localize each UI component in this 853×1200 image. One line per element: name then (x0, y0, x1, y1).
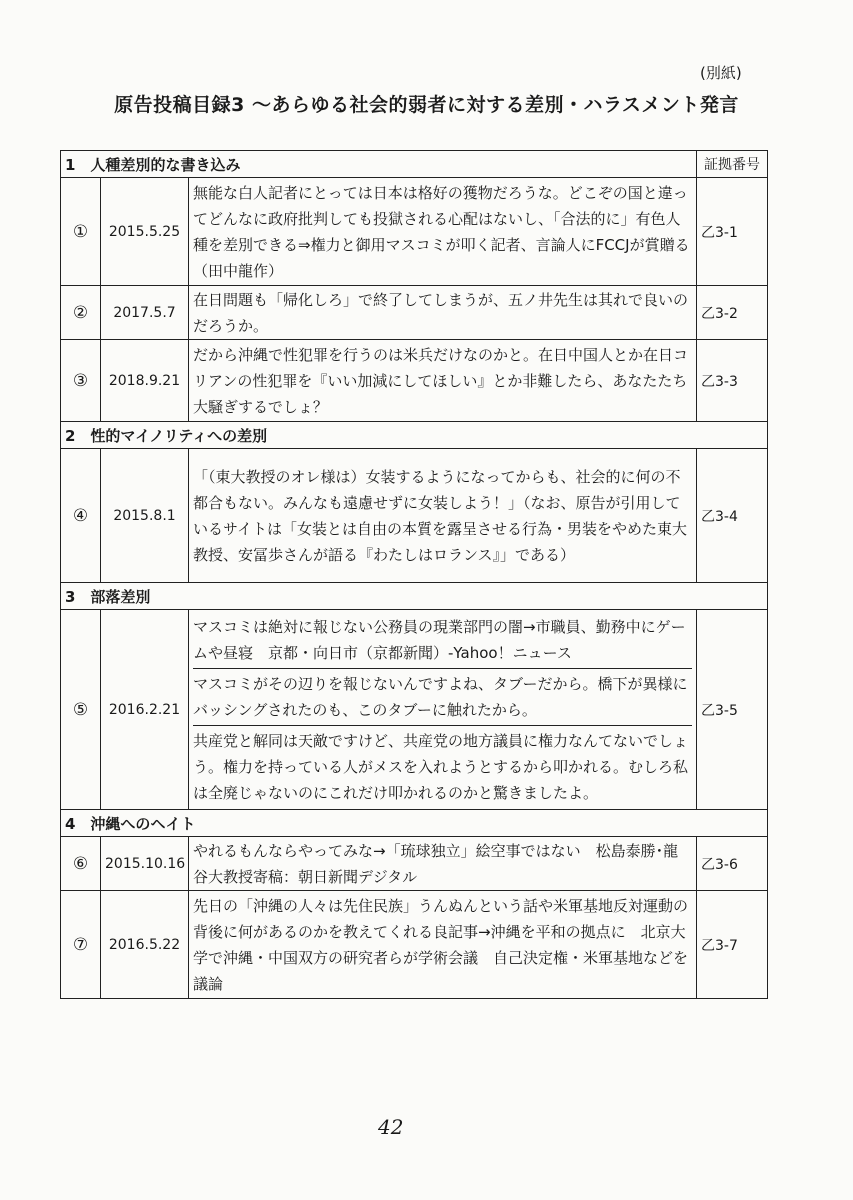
entry-date: 2018.9.21 (101, 340, 189, 422)
table-row (61, 610, 768, 810)
section-heading: 1 人種差別的な書き込み (61, 151, 697, 178)
section-heading: 3 部落差別 (61, 583, 768, 610)
entry-text: 「（東大教授のオレ様は）女装するようになってからも、社会的に何の不都合もない。みんなも遠慮せずに女装しよう！」（なお、原告が引用しているサイトは「女装とは自由の本質を露呈させる行為・男装をやめた東大教授、安冨歩さんが語る『わたしはロランス』」である） (189, 449, 697, 583)
table-row (61, 178, 768, 286)
entry-number: ⑤ (61, 610, 101, 810)
evidence-number-header: 証拠番号 (697, 151, 768, 178)
entry-number: ④ (61, 449, 101, 583)
entry-text: 在日問題も「帰化しろ」で終了してしまうが、五ノ井先生は其れで良いのだろうか。 (189, 286, 697, 340)
entry-text: やれるもんならやってみな→「琉球独立」絵空事ではない 松島泰勝･龍谷大教授寄稿：朝日新聞デジタル (189, 837, 697, 891)
entry-date: 2016.5.22 (101, 891, 189, 999)
entry-number: ① (61, 178, 101, 286)
evidence-number: 乙3-3 (697, 340, 768, 422)
entry-number: ② (61, 286, 101, 340)
entry-number: ⑥ (61, 837, 101, 891)
section-header (61, 151, 768, 178)
evidence-number: 乙3-2 (697, 286, 768, 340)
evidence-number: 乙3-5 (697, 610, 768, 810)
entry-number: ⑦ (61, 891, 101, 999)
table-row (61, 449, 768, 583)
entry-number: ③ (61, 340, 101, 422)
post-catalog-table (60, 150, 768, 999)
entry-text: 無能な白人記者にとっては日本は格好の獲物だろうな。どこぞの国と違ってどんなに政府批判しても投獄される心配はないし、「合法的に」有色人種を差別できる⇒権力と御用マスコミが叩く記者、言論人にFCCJが賞贈る（田中龍作） (189, 178, 697, 286)
evidence-number: 乙3-7 (697, 891, 768, 999)
entry-text: だから沖縄で性犯罪を行うのは米兵だけなのかと。在日中国人とか在日コリアンの性犯罪を『いい加減にしてほしい』とか非難したら、あなたたち大騒ぎするでしょ？ (189, 340, 697, 422)
entry-text: マスコミがその辺りを報じないんですよね、タブーだから。橋下が異様にバッシングされたのも、このタブーに触れたから。 (193, 668, 692, 725)
entry-text-group (189, 610, 697, 810)
table-row (61, 891, 768, 999)
entry-text: 共産党と解同は天敵ですけど、共産党の地方議員に権力なんてないでしょう。権力を持っている人がメスを入れようとするから叩かれる。むしろ私は全廃じゃないのにこれだけ叩かれるのかと驚きましたよ。 (193, 725, 692, 808)
entry-date: 2017.5.7 (101, 286, 189, 340)
table-row (61, 340, 768, 422)
evidence-number: 乙3-4 (697, 449, 768, 583)
entry-date: 2015.10.16 (101, 837, 189, 891)
table-row (61, 286, 768, 340)
entry-date: 2015.8.1 (101, 449, 189, 583)
section-header (61, 422, 768, 449)
evidence-number: 乙3-1 (697, 178, 768, 286)
entry-date: 2016.2.21 (101, 610, 189, 810)
section-header (61, 810, 768, 837)
section-heading: 4 沖縄へのヘイト (61, 810, 768, 837)
page-title: 原告投稿目録3 〜あらゆる社会的弱者に対する差別・ハラスメント発言 (114, 94, 739, 116)
section-heading: 2 性的マイノリティへの差別 (61, 422, 768, 449)
table-row (61, 837, 768, 891)
page-number: 42 (378, 1115, 404, 1139)
section-header (61, 583, 768, 610)
entry-text: 先日の「沖縄の人々は先住民族」うんぬんという話や米軍基地反対運動の背後に何があるのかを教えてくれる良記事→沖縄を平和の拠点に 北京大学で沖縄・中国双方の研究者らが学術会議 自己決定権・米軍基地などを議論 (189, 891, 697, 999)
annex-label: (別紙) (700, 64, 742, 82)
entry-date: 2015.5.25 (101, 178, 189, 286)
entry-text: マスコミは絶対に報じない公務員の現業部門の闇→市職員、勤務中にゲームや昼寝 京都・向日市（京都新聞）-Yahoo！ニュース (193, 617, 686, 662)
evidence-number: 乙3-6 (697, 837, 768, 891)
